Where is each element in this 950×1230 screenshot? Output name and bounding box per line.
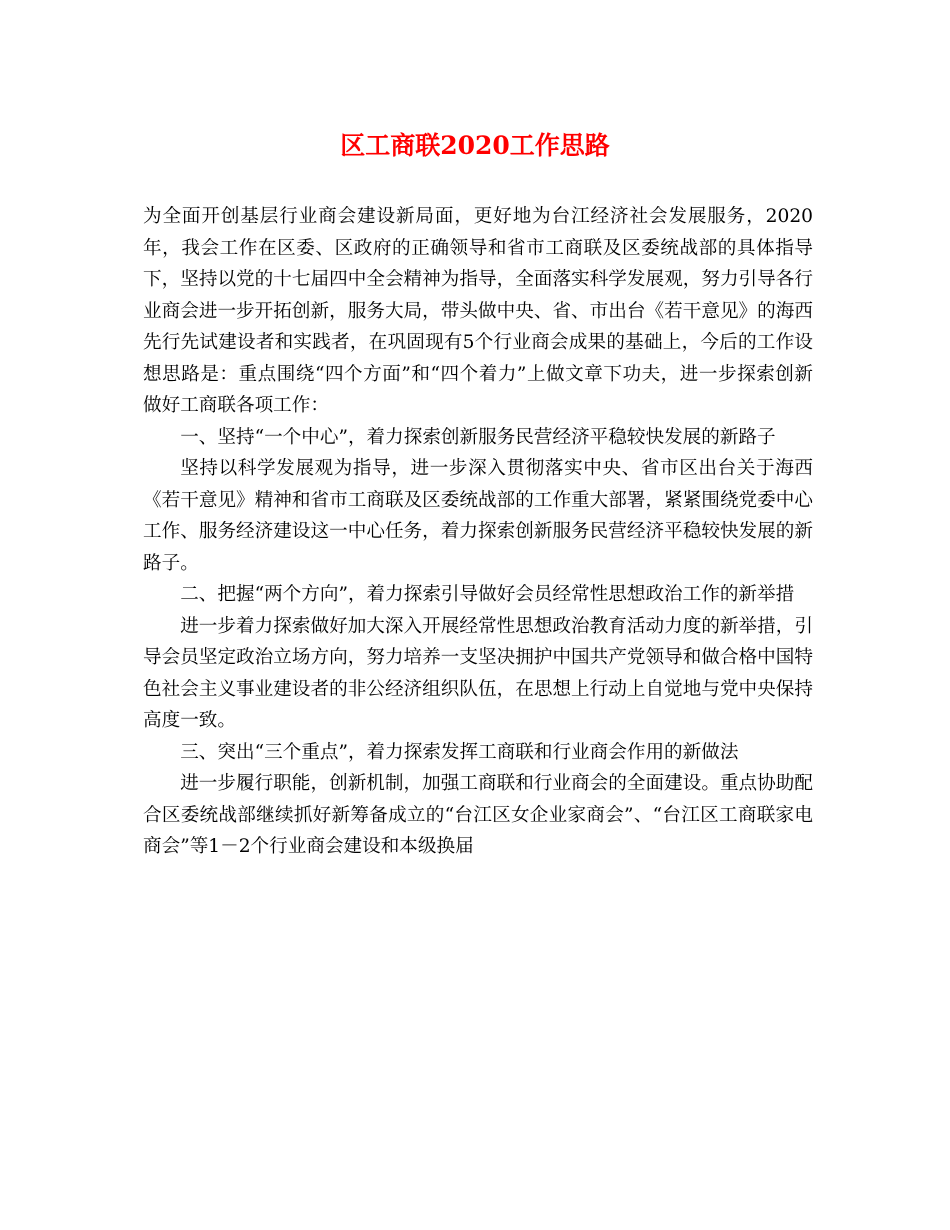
document-body — [143, 201, 813, 863]
paragraph-intro: 为全面开创基层行业商会建设新局面，更好地为台江经济社会发展服务，2020年，我会工作在区委、区政府的正确领导和省市工商联及区委统战部的具体指导下，坚持以党的十七届四中全会精神为指导，全面落实科学发展观，努力引导各行业商会进一步开拓创新，服务大局，带头做中央、省、市出台《若干意见》的海西先行先试建设者和实践者，在巩固现有5个行业商会成果的基础上，今后的工作设想思路是：重点围绕“四个方面”和“四个着力”上做文章下功夫，进一步探索创新做好工商联各项工作： — [143, 206, 813, 416]
paragraph-section-1: 坚持以科学发展观为指导，进一步深入贯彻落实中央、省市区出台关于海西《若干意见》精神和省市工商联及区委统战部的工作重大部署，紧紧围绕党委中心工作、服务经济建设这一中心任务，着力探索创新服务民营经济平稳较快发展的新路子。 — [143, 458, 813, 574]
section-heading-1: 一、坚持“一个中心”，着力探索创新服务民营经济平稳较快发展的新路子 — [180, 426, 776, 448]
paragraph-section-2: 进一步着力探索做好加大深入开展经常性思想政治教育活动力度的新举措，引导会员坚定政治立场方向，努力培养一支坚决拥护中国共产党领导和做合格中国特色社会主义事业建设者的非公经济组织队伍，在思想上行动上自觉地与党中央保持高度一致。 — [143, 615, 813, 731]
section-heading-3: 三、突出“三个重点”，着力探索发挥工商联和行业商会作用的新做法 — [180, 741, 739, 763]
section-heading-2: 二、把握“两个方向”，着力探索引导做好会员经常性思想政治工作的新举措 — [180, 584, 795, 605]
document-title: 区工商联2020工作思路 — [340, 131, 610, 160]
paragraph-section-3: 进一步履行职能，创新机制，加强工商联和行业商会的全面建设。重点协助配合区委统战部继续抓好新筹备成立的“台江区女企业家商会”、“台江区工商联家电商会”等1－2个行业商会建设和本级换届 — [143, 773, 813, 857]
